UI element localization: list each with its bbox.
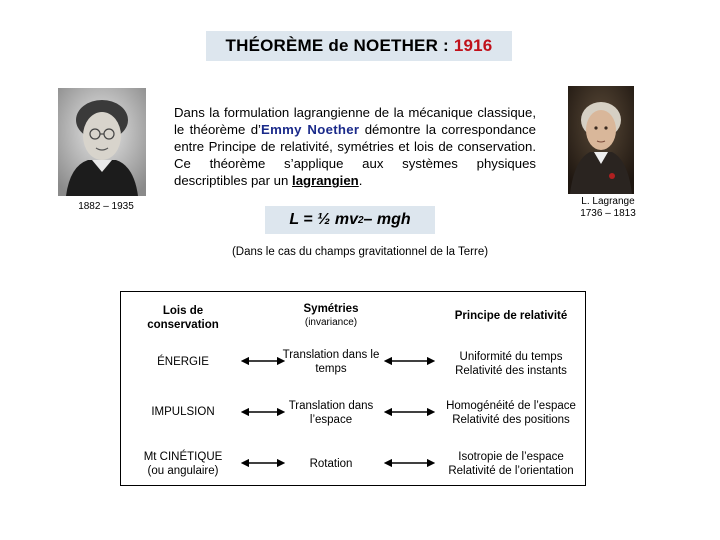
row-energy-symmetry: Translation dans le temps: [282, 349, 380, 375]
title-text: THÉORÈME de NOETHER :: [225, 36, 449, 55]
row-angular-conservation: Mt CINÉTIQUE (ou angulaire): [143, 451, 223, 477]
header-symmetries-sub: (invariance): [304, 317, 358, 328]
intro-text-1: Dans la formulation lagrangienne de la mécanique classique, le théorème d’: [174, 105, 536, 137]
lagrange-portrait-drawing: [568, 86, 634, 194]
emmy-noether-name: Emmy Noether: [260, 122, 360, 137]
lagrange-years: 1736 – 1813: [580, 208, 636, 219]
title-year: 1916: [453, 36, 493, 55]
header-principle: Principe de relativité: [454, 310, 568, 322]
row-impulse-symmetry: Translation dans l’espace: [288, 400, 374, 426]
row-impulse-principle: Homogénéité de l’espace Relativité des positions: [446, 400, 576, 426]
noether-portrait-drawing: [58, 88, 146, 196]
row-angular-symmetry: Rotation: [309, 458, 353, 470]
header-conservation: Lois de conservation: [147, 305, 219, 331]
lagrangian-formula: [265, 206, 435, 234]
row-energy-principle: Uniformité du temps Relativité des instants: [455, 351, 567, 377]
gravity-note: (Dans le cas du champs gravitationnel de la Terre): [231, 246, 489, 258]
noether-table: [120, 291, 586, 486]
formula-exponent: 2: [357, 214, 364, 226]
noether-portrait: [58, 88, 146, 196]
lagrange-caption: [570, 196, 646, 220]
formula-right: – mgh: [363, 211, 411, 228]
intro-paragraph: [174, 104, 536, 189]
intro-text-2: démontre la correspondance entre Principe de relativité, symétries et lois de conservation. Ce théorème s’applique aux systèmes physiques descriptibles par un: [174, 122, 536, 188]
lagrangien-term: lagrangien: [292, 173, 359, 188]
row-angular-principle: Isotropie de l’espace Relativité de l’orientation: [448, 451, 574, 477]
formula-left: L = ½ mv: [289, 211, 358, 228]
lagrange-name: L. Lagrange: [581, 196, 635, 207]
noether-caption: 1882 – 1935: [78, 201, 134, 212]
row-energy-conservation: ÉNERGIE: [157, 356, 209, 368]
row-impulse-conservation: IMPULSION: [151, 406, 215, 418]
header-symmetries-label: Symétries: [303, 303, 359, 315]
arrows-layer: [121, 292, 587, 487]
lagrange-portrait: [568, 86, 634, 194]
title-banner: [206, 31, 512, 61]
intro-text-3: .: [358, 173, 363, 188]
